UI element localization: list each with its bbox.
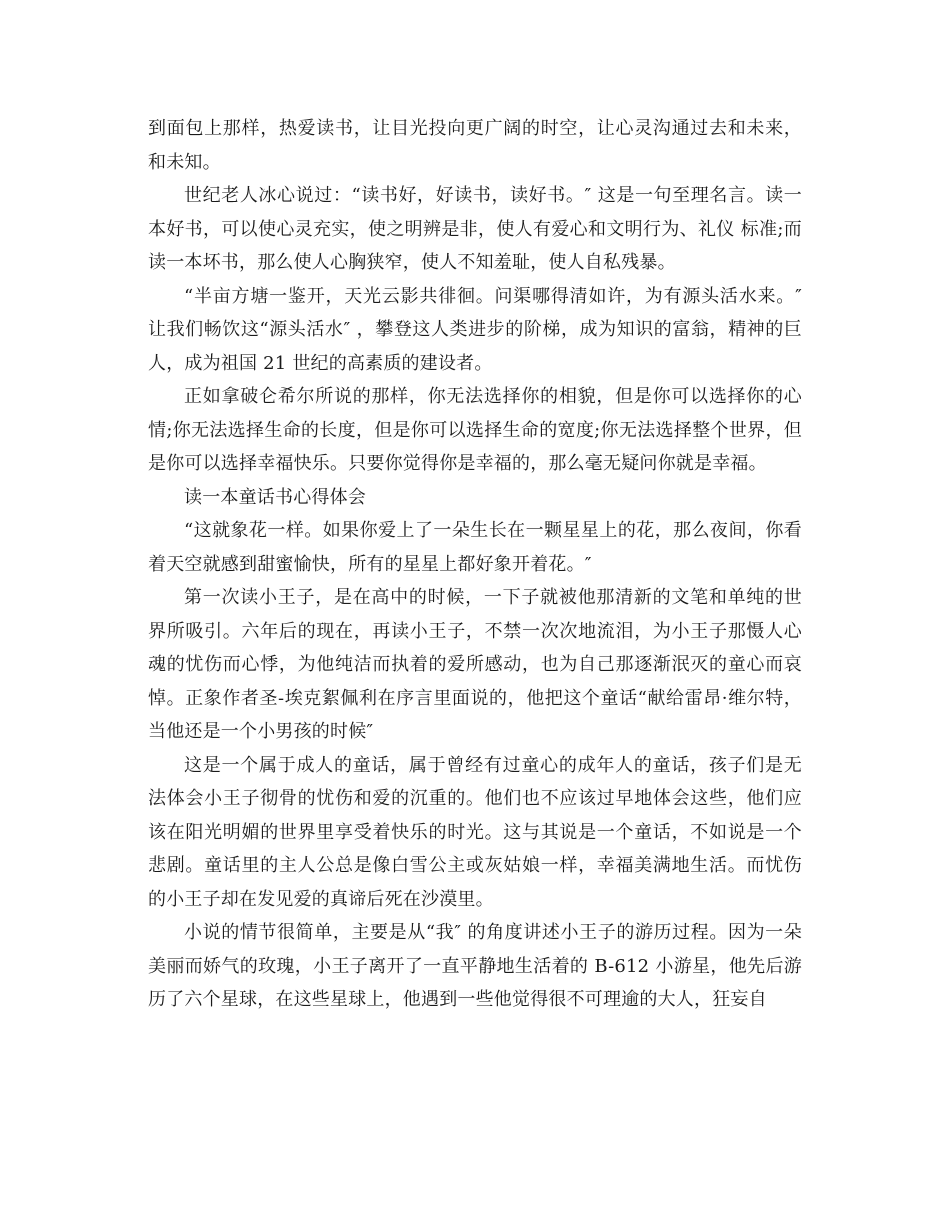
paragraph-7: 第一次读小王子，是在高中的时候，一下子就被他那清新的文笔和单纯的世界所吸引。六年后的现在，再读小王子，不禁一次次地流泪，为小王子那慑人心魂的忧伤而心悸，为他纯洁而执着的爱所感动，也为自己那逐渐泯灭的童心而哀悼。正象作者圣-埃克絮佩利在序言里面说的，他把这个童话“献给雷昂·维尔特，当他还是一个小男孩的时候″ bbox=[148, 587, 802, 742]
paragraph-1: 到面包上那样，热爱读书，让目光投向更广阔的时空，让心灵沟通过去和未来，和未知。 bbox=[148, 118, 802, 173]
paragraph-3: “半亩方塘一鉴开，天光云影共徘徊。问渠哪得清如许，为有源头活水来。″ 让我们畅饮这“源头活水″ ，攀登这人类进步的阶梯，成为知识的富翁，精神的巨人，成为祖国 21 世纪的高素质的建设者。 bbox=[148, 285, 802, 374]
paragraph-4: 正如拿破仑希尔所说的那样，你无法选择你的相貌，但是你可以选择你的心情;你无法选择生命的长度，但是你可以选择生命的宽度;你无法选择整个世界，但是你可以选择幸福快乐。只要你觉得你是幸福的，那么毫无疑问你就是幸福。 bbox=[148, 386, 802, 474]
paragraph-8: 这是一个属于成人的童话，属于曾经有过童心的成年人的童话，孩子们是无法体会小王子彻骨的忧伤和爱的沉重的。他们也不应该过早地体会这些，他们应该在阳光明媚的世界里享受着快乐的时光。这与其说是一个童话，不如说是一个悲剧。童话里的主人公总是像白雪公主或灰姑娘一样，幸福美满地生活。而忧伤的小王子却在发见爱的真谛后死在沙漠里。 bbox=[148, 754, 802, 910]
paragraph-6: “这就象花一样。如果你爱上了一朵生长在一颗星星上的花，那么夜间，你看着天空就感到甜蜜愉快，所有的星星上都好象开着花。″ bbox=[148, 520, 802, 575]
paragraph-2: 世纪老人冰心说过：“读书好，好读书，读好书。″ 这是一句至理名言。读一本好书，可以使心灵充实，使之明辨是非，使人有爱心和文明行为、礼仪 标准;而读一本坏书，那么使人心胸狭窄，使人不知羞耻，使人自私残暴。 bbox=[148, 185, 802, 273]
document-page bbox=[148, 112, 802, 1017]
section-title: 读一本童话书心得体会 bbox=[184, 486, 366, 508]
paragraph-9: 小说的情节很简单，主要是从“我″ 的角度讲述小王子的游历过程。因为一朵美丽而娇气的玫瑰，小王子离开了一直平静地生活着的 B-612 小游星，他先后游历了六个星球，在这些星球上，他遇到一些他觉得很不可理逾的大人，狂妄自 bbox=[148, 922, 802, 1010]
